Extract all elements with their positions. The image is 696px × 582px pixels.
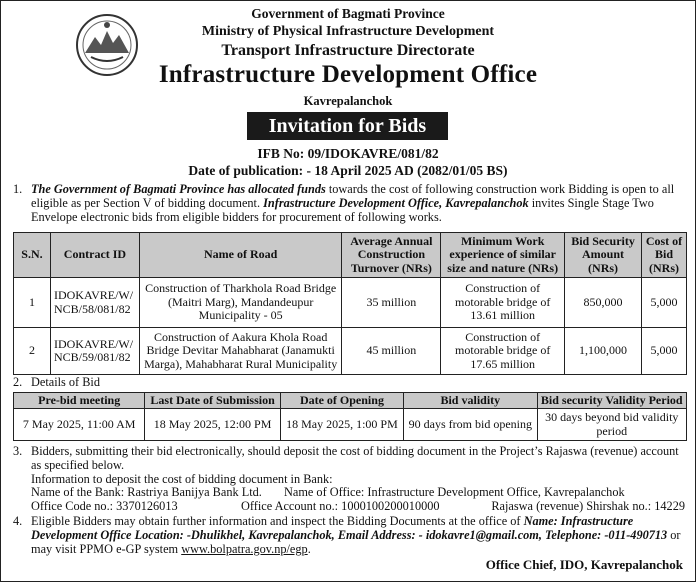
office-name: Name of Office: Infrastructure Development Office, Kavrepalanchok (284, 485, 625, 500)
cell-security-validity: 30 days beyond bid validity period (537, 409, 686, 441)
office-contact: Name: Infrastructure Development Office Location: -Dhulikhel, Kavrepalanchok, Email Address: - idokavre1@gmail.com, Telephone: -011-490713 (31, 514, 668, 542)
paragraph-text: Details of Bid (31, 375, 100, 389)
paragraph-1 (13, 183, 685, 224)
cell-road-name: Construction of Tharkhola Road Bridge (Maitri Marg), Mandandeupur Municipality - 05 (139, 278, 341, 328)
paragraph-4 (13, 515, 685, 556)
cell-turnover: 45 million (342, 328, 441, 375)
col-header: Bid Security Amount (NRs) (565, 233, 642, 278)
table-row (14, 409, 687, 441)
col-header: Average Annual Construction Turnover (NRs) (342, 233, 441, 278)
deposit-info: Information to deposit the cost of bidding document in Bank: (31, 471, 333, 486)
publication-date: Date of publication: - 18 April 2025 AD (2082/01/05 BS) (188, 163, 508, 178)
cell-submission: 18 May 2025, 12:00 PM (145, 409, 280, 441)
cell-experience: Construction of motorable bridge of 17.65 million (441, 328, 565, 375)
paragraph-text: towards the cost of following construction work Bidding is open to all eligible as per Section V of bidding document. (31, 182, 675, 210)
paragraph-end: . (307, 541, 311, 556)
cell-prebid: 7 May 2025, 11:00 AM (14, 409, 145, 441)
cell-validity: 90 days from bid opening (404, 409, 537, 441)
paragraph-text: invites Single Stage Two Envelope electronic bids from eligible bidders for procurement of following works. (31, 195, 654, 224)
office-title: Infrastructure Development Office (158, 61, 538, 88)
egp-link[interactable]: www.bolpatra.gov.np/egp (181, 541, 308, 556)
col-header: Minimum Work experience of similar size and nature (NRs) (441, 233, 565, 278)
cell-bid-cost: 5,000 (641, 328, 686, 375)
office-account: Office Account no.: 1000100200010000 (241, 499, 440, 514)
bid-details-table (13, 392, 687, 441)
paragraph-text: or may visit PPMO e-GP system (31, 527, 681, 556)
paragraph-text: Bidders, submitting their bid electronically, should deposit the cost of bidding document in the Project’s Rajaswa (revenue) account as specified below. (31, 444, 679, 472)
cell-contract-id: IDOKAVRE/W/ NCB/59/081/82 (50, 328, 139, 375)
cell-bid-cost: 5,000 (641, 278, 686, 328)
paragraph-2 (13, 376, 685, 390)
paragraph-3 (13, 445, 685, 514)
cell-road-name: Construction of Aakura Khola Road Bridge Devitar Mahabharat (Janamukti Marga), Mahabharat Rural Municipality (139, 328, 341, 375)
office-location: Kavrepalanchok (303, 94, 393, 108)
table-row (14, 278, 687, 328)
col-header: Bid validity (404, 393, 537, 409)
col-header: Bid security Validity Period (537, 393, 686, 409)
ifb-number: IFB No: 09/IDOKAVRE/081/82 (257, 146, 439, 161)
col-header: Date of Opening (280, 393, 403, 409)
office-name-emphasis: Infrastructure Development Office, Kavrepalanchok (263, 195, 529, 210)
cell-contract-id: IDOKAVRE/W/ NCB/58/081/82 (50, 278, 139, 328)
invitation-banner: Invitation for Bids (247, 112, 448, 140)
cell-bid-security: 1,100,000 (565, 328, 642, 375)
funding-statement: The Government of Bagmati Province has allocated funds (31, 182, 326, 196)
ministry-title: Ministry of Physical Infrastructure Development (201, 24, 495, 39)
cell-bid-security: 850,000 (565, 278, 642, 328)
paragraph-text: Eligible Bidders may obtain further information and inspect the Bidding Documents at the office of (31, 514, 524, 528)
bank-name: Name of the Bank: Rastriya Banijya Bank Ltd. (31, 485, 262, 500)
directorate-title: Transport Infrastructure Directorate (221, 42, 475, 59)
cell-experience: Construction of motorable bridge of 13.61 million (441, 278, 565, 328)
col-header: Pre-bid meeting (14, 393, 145, 409)
col-header: Name of Road (139, 233, 341, 278)
col-header: Contract ID (50, 233, 139, 278)
signature: Office Chief, IDO, Kavrepalanchok (485, 557, 683, 572)
table-row (14, 328, 687, 375)
paragraph-number: 1. (13, 182, 23, 196)
cell-sn: 1 (14, 278, 51, 328)
cell-opening: 18 May 2025, 1:00 PM (280, 409, 403, 441)
revenue-shirshak: Rajaswa (revenue) Shirshak no.: 14229 (491, 499, 685, 514)
works-table (13, 232, 687, 375)
paragraph-number: 2. (13, 375, 23, 389)
cell-sn: 2 (14, 328, 51, 375)
paragraph-number: 3. (13, 444, 23, 458)
cell-turnover: 35 million (342, 278, 441, 328)
paragraph-number: 4. (13, 514, 23, 528)
col-header: Cost of Bid (NRs) (641, 233, 686, 278)
col-header: S.N. (14, 233, 51, 278)
office-code: Office Code no.: 3370126013 (31, 499, 178, 514)
col-header: Last Date of Submission (145, 393, 280, 409)
government-title: Government of Bagmati Province (251, 6, 445, 21)
